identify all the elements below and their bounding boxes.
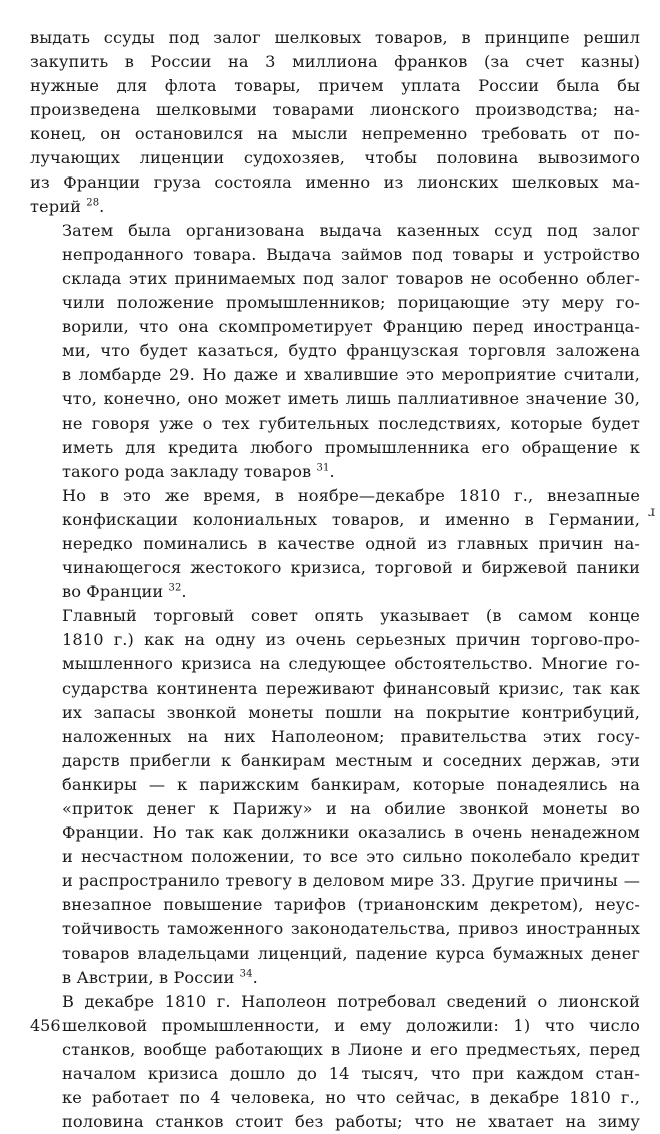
text-line: в ломбарде 29. Но даже и хвалившие это мероприятие считали, <box>62 365 640 385</box>
text-line: их запасы звонкой монеты пошли на покрытие контрибуций, <box>62 702 640 722</box>
text-line: Главный торговый совет опять указывает (в самом конце <box>62 606 640 626</box>
text-line: непроданного товара. Выдача займов под товары и устройство <box>62 244 640 264</box>
footnote-ref: 32 <box>168 582 182 594</box>
text-line: выдать ссуды под залог шелковых товаров, в принципе решил <box>30 28 640 47</box>
text-line: конец, он остановился на мысли непременно требовать от по- <box>30 124 640 144</box>
text-line: такого рода закладу товаров $^{31}$. <box>62 461 335 481</box>
text-line: Но в это же время, в ноябре—декабре 1810 г., внезапные <box>62 485 640 505</box>
footnote-ref: 31 <box>316 462 330 474</box>
text-line: 1810 г.) как на одну из очень серьезных причин торгово-про- <box>62 630 640 650</box>
text-line: не говоря уже о тех губительных последствиях, которые будет <box>62 413 640 433</box>
text-line: закупить в России на 3 миллиона франков (за счет казны) <box>30 52 640 72</box>
text-fragment: терий <box>30 196 81 216</box>
page-number: 456 <box>30 1016 61 1035</box>
text-line: шелковой промышленности, и ему доложили: 1) что число <box>62 1015 640 1035</box>
paragraph-4 <box>30 604 640 990</box>
text-line: станков, вообще работающих в Лионе и его предместьях, перед <box>62 1039 640 1059</box>
text-line: что, конечно, оно может иметь лишь паллиативное значение 30, <box>62 389 640 409</box>
text-line: сударства континента переживают финансовый кризис, так как <box>62 678 640 698</box>
text-line: ми, что будет казаться, будто французская торговля заложена <box>62 341 640 361</box>
footnote-ref: 34 <box>239 968 253 980</box>
document-page <box>30 26 640 1134</box>
text-line: нужные для флота товары, причем уплата России была бы <box>30 76 640 96</box>
text-line: началом кризиса дошло до 14 тысяч, что при каждом стан- <box>62 1064 640 1084</box>
text-line: склада этих принимаемых под залог товаров не особенно облег- <box>62 268 640 288</box>
text-line: ворили, что она скомпрометирует Францию перед иностранца- <box>62 317 640 337</box>
text-line: в Австрии, в России $^{34}$. <box>62 967 258 987</box>
paragraph-5 <box>30 990 640 1134</box>
text-line: чили положение промышленников; порицающие эту меру го- <box>62 293 640 313</box>
text-line: терий $^{28}$. <box>30 196 105 216</box>
paragraph-3 <box>30 484 640 604</box>
text-line: «приток денег к Парижу» и на обилие звонкой монеты во <box>62 799 640 818</box>
text-line: во Франции $^{32}$. <box>62 582 187 602</box>
text-line: и несчастном положении, то все это сильно поколебало кредит <box>62 847 640 867</box>
paragraph-2 <box>30 219 640 484</box>
text-line: дарств прибегли к банкирам местным и соседних держав, эти <box>62 750 640 770</box>
text-line: иметь для кредита любого промышленника его обращение к <box>62 437 640 457</box>
footnote-ref: 28 <box>86 197 100 209</box>
text-line: произведена шелковыми товарами лионского производства; на- <box>30 100 640 120</box>
text-line: чинающегося жестокого кризиса, торговой и биржевой паники <box>62 558 640 578</box>
text-line: и распространило тревогу в деловом мире 33. Другие причины — <box>62 871 640 891</box>
text-line: половина станков стоит без работы; что не хватает на зиму <box>62 1112 640 1132</box>
text-fragment: во Франции <box>62 582 164 602</box>
text-line: конфискации колониальных товаров, и именно в Германии, <box>62 509 640 529</box>
text-line: В декабре 1810 г. Наполеон потребовал сведений о лионской <box>62 991 640 1011</box>
text-line: Франции. Но так как должники оказались в очень ненадежном <box>62 823 640 843</box>
text-line: нередко поминались в качестве одной из главных причин на- <box>62 533 640 553</box>
text-line: товаров владельцами лиценций, падение курса бумажных денег <box>62 943 640 963</box>
text-line: ке работает по 4 человека, но что сейчас, в декабре 1810 г., <box>62 1088 640 1108</box>
text-line: внезапное повышение тарифов (трианонским декретом), неус- <box>62 895 640 915</box>
text-line: банкиры — к парижским банкирам, которые понадеялись на <box>62 774 640 794</box>
text-line: наложенных на них Наполеоном; правительства этих госу- <box>62 726 640 746</box>
text-fragment: в Австрии, в России <box>62 967 235 987</box>
paragraph-1 <box>30 26 640 219</box>
text-line: из Франции груза состояла именно из лионских шелковых ма- <box>30 172 640 192</box>
text-fragment: такого рода закладу товаров <box>62 461 312 481</box>
margin-mark: ɹ <box>648 504 656 520</box>
text-line: мышленного кризиса на следующее обстоятельство. Многие го- <box>62 654 640 674</box>
text-line: лучающих лиценции судохозяев, чтобы половина вывозимого <box>30 148 640 168</box>
text-line: Затем была организована выдача казенных ссуд под залог <box>62 220 640 240</box>
text-line: тойчивость таможенного законодательства, привоз иностранных <box>62 919 640 939</box>
